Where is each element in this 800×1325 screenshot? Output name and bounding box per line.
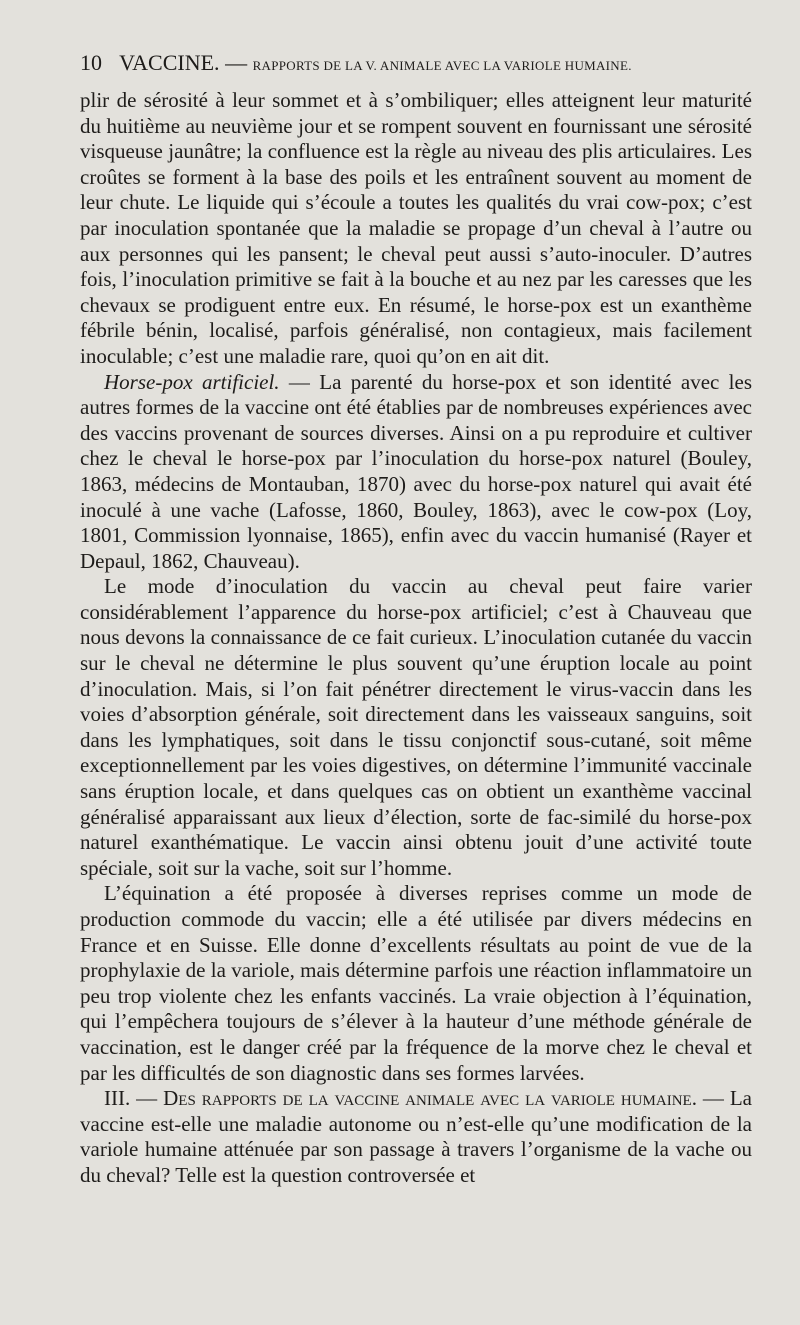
header-title: VACCINE. — [119, 50, 220, 75]
page-header — [80, 48, 752, 81]
section-number: III. — [104, 1086, 131, 1111]
page-body — [80, 88, 752, 1189]
section-heading: Des rapports de la vaccine animale avec la variole humaine. — [163, 1086, 697, 1111]
paragraph-section-iii — [80, 1086, 752, 1188]
running-head: RAPPORTS DE LA V. ANIMALE AVEC LA VARIOLE HUMAINE. — [252, 58, 632, 73]
section-title-horse-pox-artificiel: Horse-pox artificiel. — [104, 369, 280, 394]
paragraph-horse-pox-description: plir de sérosité à leur sommet et à s’ombiliquer; elles atteignent leur maturité du huitième au neuvième jour et se rompent souvent en fournissant une sérosité visqueuse jaunâtre; la confluence est la règle au niveau des plis articulaires. Les croûtes se forment à la base des poils et les entraînent souvent au moment de leur chute. Le liquide qui s’écoule a toutes les qualités du vrai cow-pox; c’est par inoculation spontanée que la maladie se propage d’un cheval à l’autre ou aux personnes qui les pansent; le cheval peut aussi s’auto-inoculer. D’autres fois, l’inoculation primitive se fait à la bouche et au nez par les caresses que les chevaux se prodiguent entre eux. En résumé, le horse-pox est un exanthème fébrile bénin, localisé, parfois généralisé, non contagieux, mais facilement inoculable; c’est une maladie rare, quoi qu’on en ait dit. — [80, 88, 752, 368]
section-dash: — — [130, 1086, 164, 1111]
page-number: 10 — [80, 50, 102, 75]
paragraph-text: — La parenté du horse-pox et son identité avec les autres formes de la vaccine ont été établies par de nombreuses expériences avec des vaccins provenant de sources diverses. Ainsi on a pu reproduire et cultiver chez le cheval le horse-pox par l’inoculation du horse-pox naturel (Bouley, 1863, médecins de Montauban, 1870) avec du horse-pox naturel qui avait été inoculé à une vache (Lafosse, 1860, Bouley, 1863), avec le cow-pox (Loy, 1801, Commission lyonnaise, 1865), enfin avec du vaccin humanisé (Rayer et Depaul, 1862, Chauveau). — [80, 369, 753, 573]
paragraph-inoculation-mode: Le mode d’inoculation du vaccin au cheval peut faire varier considérablement l’apparence du horse-pox artificiel; c’est à Chauveau que nous devons la connaissance de ce fait curieux. L’inoculation cutanée du vaccin sur le cheval ne détermine le plus souvent qu’une éruption locale au point d’inoculation. Mais, si l’on fait pénétrer directement le virus-vaccin dans les voies d’absorption générale, soit directement dans les vaisseaux sanguins, soit dans les lymphatiques, soit dans le tissu conjonctif sous-cutané, soit même exceptionnellement par les voies digestives, on détermine l’immunité vaccinale sans éruption locale, et dans quelques cas on obtient un exanthème vaccinal généralisé apparaissant aux lieux d’élection, sorte de fac-similé du horse-pox naturel exanthématique. Le vaccin ainsi obtenu jouit d’une activité toute spéciale, soit sur la vache, soit sur l’homme. — [80, 574, 752, 880]
paragraph-horse-pox-artificiel — [80, 370, 752, 575]
header-dash: — — [225, 50, 248, 75]
paragraph-equination: L’équination a été proposée à diverses reprises comme un mode de production commode du vaccin; elle a été utilisée par divers médecins en France et en Suisse. Elle donne d’excellents résultats au point de vue de la prophylaxie de la variole, mais détermine parfois une réaction inflammatoire un peu trop violente chez les enfants vaccinés. La vraie objection à l’équination, qui l’empêchera toujours de s’élever à la hauteur d’une méthode générale de vaccination, est le danger créé par la fréquence de la morve chez le cheval et par les difficultés de son diagnostic dans ses formes larvées. — [80, 881, 752, 1085]
paragraph-text: — La vaccine est-elle une maladie autonome ou n’est-elle qu’une modification de la variole humaine atténuée par son passage à travers l’organisme de la vache ou du cheval? Telle est la question controversée et — [80, 1086, 752, 1187]
